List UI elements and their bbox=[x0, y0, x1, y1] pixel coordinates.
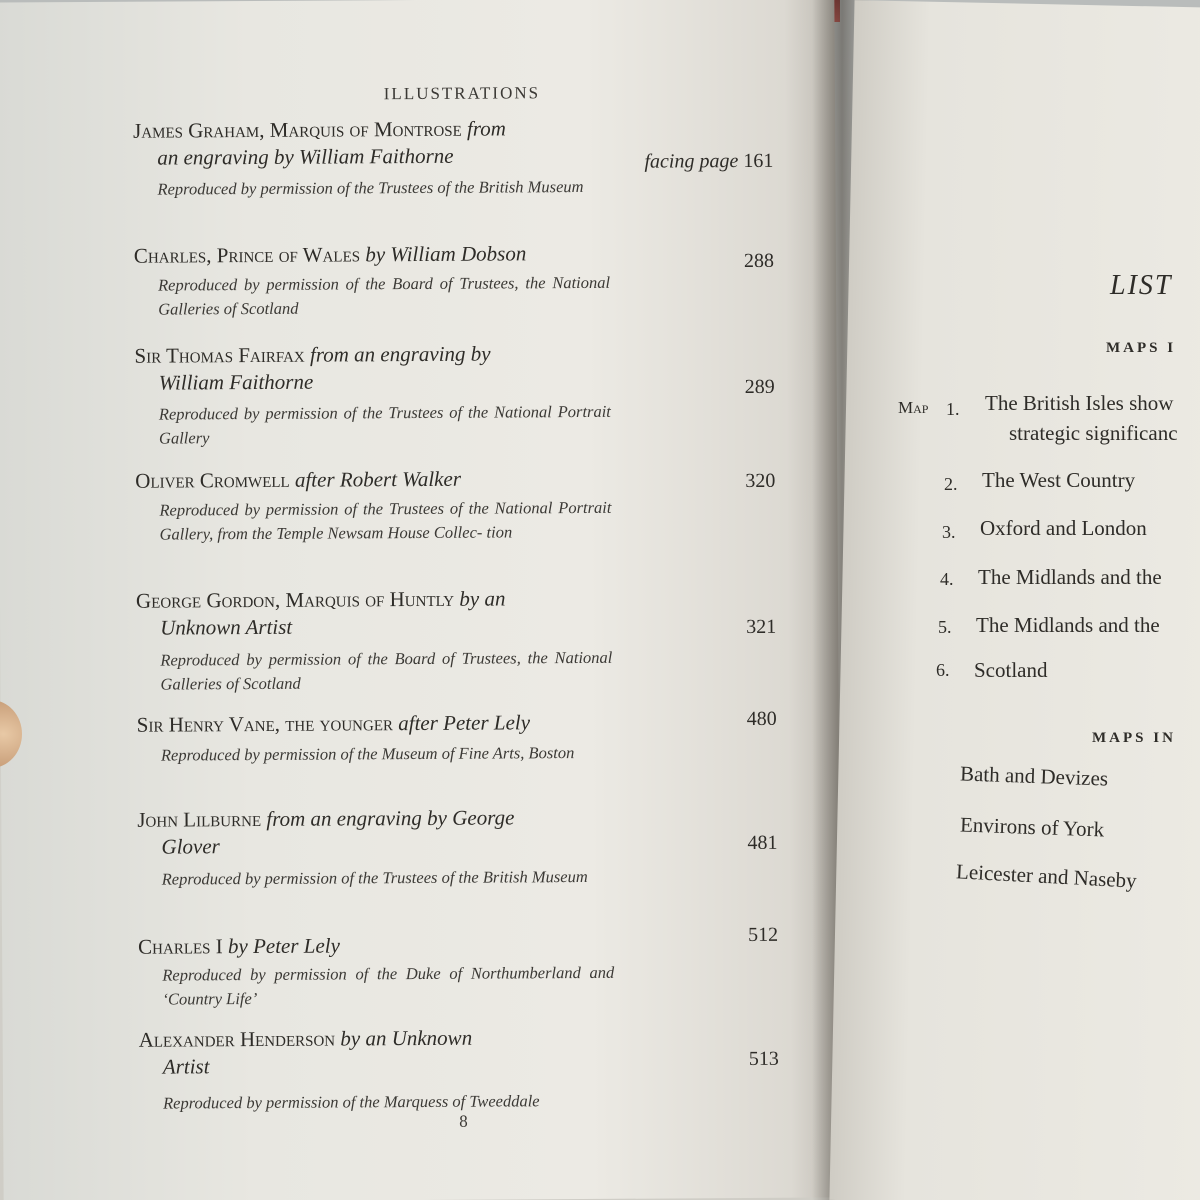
entry-title bbox=[138, 931, 614, 961]
section-heading-maps-in-text: MAPS IN bbox=[1092, 730, 1176, 746]
entry-credit: Reproduced by permission of the Museum of Fine Arts, Boston bbox=[160, 743, 575, 765]
section-heading-maps: MAPS I bbox=[1106, 340, 1177, 356]
list-heading: LIST bbox=[1110, 270, 1173, 301]
text-map-item: Leicester and Naseby bbox=[955, 859, 1138, 893]
entry-credit: Reproduced by permission of the Duke of Northumberland and ‘Country Life’ bbox=[162, 962, 615, 1009]
entry-credit: Reproduced by permission of the Board of Trustees, the National Galleries of Scotland bbox=[158, 272, 611, 319]
map-title: Oxford and London bbox=[980, 516, 1147, 540]
entry-title bbox=[135, 465, 611, 495]
map-title-cont: strategic significanc bbox=[1009, 421, 1178, 445]
entry-title bbox=[139, 1024, 615, 1081]
map-title: The British Isles show bbox=[985, 391, 1174, 415]
entry-connector: by William Dobson bbox=[365, 241, 527, 267]
entry-source: Glover bbox=[161, 834, 220, 859]
entry-credit: Reproduced by permission of the Trustees of the National Portrait Gallery bbox=[158, 401, 611, 448]
map-number: 3. bbox=[942, 522, 956, 542]
entry-page: 512 bbox=[747, 923, 779, 946]
map-title: The West Country bbox=[982, 468, 1136, 492]
entry-title bbox=[134, 240, 610, 270]
entry-subject: Charles, Prince of Wales bbox=[133, 242, 361, 268]
map-number: 6. bbox=[936, 660, 950, 680]
right-page bbox=[829, 0, 1200, 1200]
map-title: The Midlands and the bbox=[978, 565, 1162, 589]
entry-connector: from an engraving by bbox=[309, 341, 491, 367]
map-label bbox=[898, 398, 928, 418]
entry-connector: after Robert Walker bbox=[294, 466, 462, 492]
entry-title bbox=[137, 709, 613, 739]
entry-connector: by an bbox=[459, 586, 506, 611]
entry-page: 289 bbox=[744, 375, 775, 399]
map-number: 4. bbox=[940, 569, 954, 589]
entry-page: 321 bbox=[746, 615, 777, 639]
entry-subject: Charles I bbox=[138, 934, 223, 959]
entry-subject: Sir Henry Vane, the younger bbox=[136, 711, 394, 737]
entry-subject: Alexander Henderson bbox=[138, 1026, 336, 1052]
entry-title bbox=[133, 115, 609, 172]
entry-title bbox=[136, 585, 612, 642]
entry-connector: after Peter Lely bbox=[398, 710, 531, 736]
entry-credit: Reproduced by permission of the Trustees of the British Museum bbox=[157, 176, 584, 199]
entry-subject: John Lilburne bbox=[137, 806, 262, 832]
entry-page: 513 bbox=[748, 1047, 779, 1070]
entry-connector: by an Unknown bbox=[340, 1025, 473, 1051]
page-heading: ILLUSTRATIONS bbox=[383, 83, 541, 104]
map-number: 2. bbox=[944, 474, 958, 494]
entry-title bbox=[137, 804, 613, 861]
page-number-footer: 8 bbox=[459, 1111, 468, 1131]
entry-connector: from an engraving by George bbox=[266, 805, 515, 831]
map-number: 5. bbox=[938, 617, 952, 637]
entry-credit: Reproduced by permission of the Trustees of the British Museum bbox=[161, 866, 588, 889]
entry-title bbox=[134, 340, 610, 397]
entry-page: 481 bbox=[747, 831, 778, 854]
text-map-item: Bath and Devizes bbox=[959, 761, 1109, 791]
entry-page: 288 bbox=[743, 249, 775, 273]
entry-subject: Sir Thomas Fairfax bbox=[134, 342, 305, 368]
text-map-item: Environs of York bbox=[959, 812, 1105, 842]
entry-subject: George Gordon, Marquis of Huntly bbox=[135, 586, 455, 613]
entry-source: Unknown Artist bbox=[160, 614, 293, 640]
map-title: The Midlands and the bbox=[976, 613, 1160, 637]
entry-credit: Reproduced by permission of the Trustees of the National Portrait Gallery, from the Temple Newsam House Collec- tion bbox=[159, 497, 612, 544]
map-number: 1. bbox=[946, 399, 960, 419]
page-prefix: facing page bbox=[644, 150, 739, 173]
page-number: 161 bbox=[743, 149, 774, 173]
entry-subject: James Graham, Marquis of Montrose bbox=[133, 116, 462, 143]
entry-page: 480 bbox=[746, 707, 777, 730]
map-title: Scotland bbox=[974, 658, 1048, 682]
map-label-text: Map bbox=[898, 398, 929, 417]
entry-connector: from bbox=[466, 116, 506, 141]
entry-subject: Oliver Cromwell bbox=[135, 467, 290, 493]
entry-connector: by Peter Lely bbox=[227, 933, 340, 959]
entry-credit: Reproduced by permission of the Marquess of Tweeddale bbox=[163, 1091, 540, 1113]
entry-page bbox=[597, 150, 773, 174]
entry-credit: Reproduced by permission of the Board of Trustees, the National Galleries of Scotland bbox=[160, 647, 613, 694]
entry-source: an engraving by William Faithorne bbox=[157, 143, 454, 170]
entry-source: William Faithorne bbox=[158, 369, 314, 395]
entry-page: 320 bbox=[745, 469, 776, 493]
entry-source: Artist bbox=[162, 1054, 210, 1079]
